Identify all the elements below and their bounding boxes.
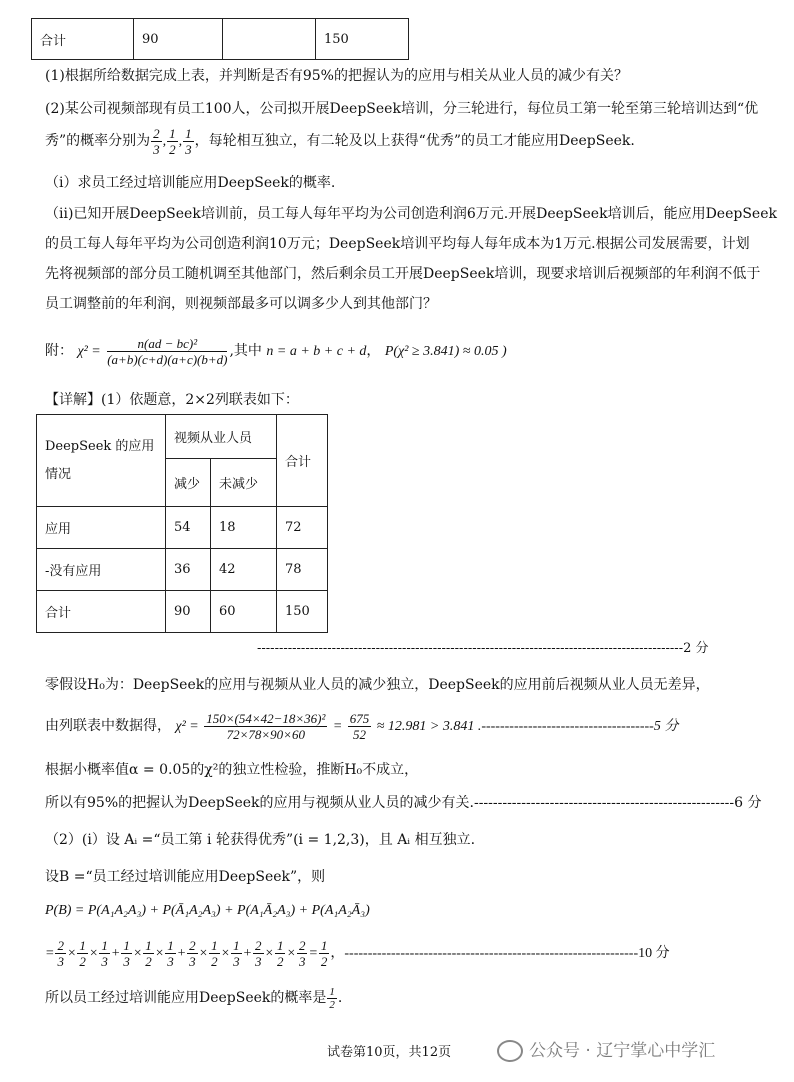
null-hypothesis: 零假设H₀为：DeepSeek的应用与视频从业人员的减少独立，DeepSeek的应用前后视频从业人员无差异， — [45, 677, 710, 693]
calc-pre: 由列联表中数据得， — [45, 718, 171, 734]
wechat-icon — [497, 1040, 523, 1062]
header-decrease: 减少 — [166, 459, 211, 507]
final-end: . — [337, 990, 343, 1006]
probability-formula: P(B) = P(A₁A₂A₃) + P(Ā₁A₂A₃) + P(A₁Ā₂A₃) + P(A₁A₂Ā₃) — [45, 903, 370, 918]
calc-fraction-2 — [348, 711, 372, 742]
question-2-intro: (2)某公司视频部现有员工100人，公司拟开展DeepSeek培训，分三轮进行，每位员工第一轮至第三轮培训达到“优 — [45, 101, 759, 117]
q2-prob-pre: 秀”的概率分别为 — [45, 133, 151, 149]
appendix-sep: ， — [366, 343, 381, 359]
question-2-ii-line-2: 的员工每人每年平均为公司创造利润10万元；DeepSeek培训平均每人每年成本为1万元.根据公司发展需要，计划 — [45, 236, 750, 252]
header-application-line-1: DeepSeek 的应用 — [45, 438, 155, 454]
top-table-v2 — [223, 19, 316, 60]
header-application-line-2: 情况 — [45, 466, 72, 482]
row-label: 合计 — [37, 591, 166, 633]
cell-total: 78 — [277, 549, 328, 591]
appendix-formula — [45, 332, 507, 371]
calc-den-1: 72×78×90×60 — [226, 726, 305, 742]
final-text: 所以员工经过培训能应用DeepSeek的概率是 — [45, 990, 327, 1006]
row-label: -没有应用 — [37, 549, 166, 591]
chi-fraction — [107, 336, 227, 367]
watermark — [497, 1036, 715, 1062]
probability-statement: P(χ² ≥ 3.841) ≈ 0.05 ) — [384, 344, 507, 359]
chi-lhs: χ² = — [77, 344, 101, 359]
header-staff: 视频从业人员 — [166, 415, 277, 459]
cell-decrease: 90 — [166, 591, 211, 633]
row-label: 应用 — [37, 507, 166, 549]
appendix-where: ,其中 — [229, 343, 262, 359]
calc-eq: = — [332, 719, 343, 734]
cell-no-decrease: 18 — [211, 507, 277, 549]
probability-sum: = $\frac{2}{3}$ × $\frac{1}{2}$ × $\frac{1}{3}$ + $\frac{1}{3}$ × $\frac{1}{2}$ × $\frac{1}{3}$ + $\frac{2}{3}$ × $\frac{1}{2}$ × $\frac{1}{3}$ + $\frac{2}{3}$ × $\frac{1}{2}$ × $\frac{2}{3}$ = $\frac{1}{2}$ ，---------------------------------------------------------------10 分 — [45, 938, 670, 970]
header-no-decrease: 未减少 — [211, 459, 277, 507]
calc-num-2: 675 — [349, 710, 370, 726]
sum-tail: ，---------------------------------------------------------------10 分 — [330, 946, 670, 961]
prob-fractions: $\frac{2}{3}$ , $\frac{1}{2}$ , $\frac{1}{3}$ — [153, 126, 192, 158]
cell-decrease: 54 — [166, 507, 211, 549]
question-2-ii-line-4: 员工调整前的年利润，则视频部最多可以调多少人到其他部门？ — [45, 296, 437, 312]
conclusion-part-1: 所以有95%的把握认为DeepSeek的应用与视频从业人员的减少有关.-------------------------------------------------------6 分 — [45, 795, 762, 811]
chi-denominator: (a+b)(c+d)(a+c)(b+d) — [107, 351, 228, 367]
question-2-ii-line-3: 先将视频部的部分员工随机调至其他部门，然后剩余员工开展DeepSeek培训，现要求培训后视频部的年利润不低于 — [45, 266, 761, 282]
question-2-ii-line-1: （ⅱ)已知开展DeepSeek培训前，员工每人每年平均为公司创造利润6万元.开展DeepSeek培训后，能应用DeepSeek — [45, 206, 777, 222]
final-fraction: $\frac{1}{2}$ — [329, 985, 335, 1011]
cell-no-decrease: 60 — [211, 591, 277, 633]
final-answer — [45, 984, 342, 1012]
chi-calculation — [45, 707, 678, 746]
header-total: 合计 — [277, 415, 328, 507]
appendix-label: 附： — [45, 343, 73, 359]
n-definition: n = a + b + c + d — [266, 344, 367, 359]
calc-num-1: 150×(54×42−18×36)² — [206, 710, 326, 726]
detail-heading: 【详解】(1）依题意，2×2列联表如下： — [45, 392, 299, 408]
contingency-table — [36, 414, 328, 633]
score-2: -------------------------------------------------------------------------------------------------2 分 — [257, 641, 709, 656]
top-table — [31, 18, 409, 60]
q2-prob-post: ，每轮相互独立，有二轮及以上获得“优秀”的员工才能应用DeepSeek. — [194, 133, 635, 149]
question-2-probabilities — [45, 124, 635, 159]
top-table-v1: 90 — [134, 19, 223, 60]
independence-test: 根据小概率值α = 0.05的χ²的独立性检验，推断H₀不成立， — [45, 762, 419, 778]
question-1: (1)根据所给数据完成上表，并判断是否有95%的把握认为的应用与相关从业人员的减少有关？ — [45, 68, 628, 84]
header-application — [37, 415, 166, 507]
watermark-text: 公众号 · 辽宁掌心中学汇 — [529, 1041, 716, 1061]
cell-no-decrease: 42 — [211, 549, 277, 591]
calc-chi: χ² = — [175, 719, 199, 734]
cell-total: 150 — [277, 591, 328, 633]
part-2-definition: （2）(i）设 Aᵢ =“员工第 i 轮获得优秀”(i = 1,2,3)，且 Aᵢ 相互独立. — [45, 832, 476, 848]
cell-decrease: 36 — [166, 549, 211, 591]
top-table-label: 合计 — [32, 19, 134, 60]
cell-total: 72 — [277, 507, 328, 549]
calc-result: ≈ 12.981 > 3.841 .-------------------------------------5 分 — [376, 719, 679, 734]
define-event-b: 设B =“员工经过培训能应用DeepSeek”，则 — [45, 869, 326, 885]
page-footer: 试卷第10页，共12页 — [327, 1045, 452, 1060]
chi-numerator: n(ad − bc)² — [107, 336, 227, 352]
question-2-i: （ⅰ）求员工经过培训能应用DeepSeek的概率. — [45, 175, 336, 191]
top-table-v3: 150 — [316, 19, 409, 60]
calc-fraction-1 — [204, 711, 327, 742]
calc-den-2: 52 — [352, 726, 366, 742]
